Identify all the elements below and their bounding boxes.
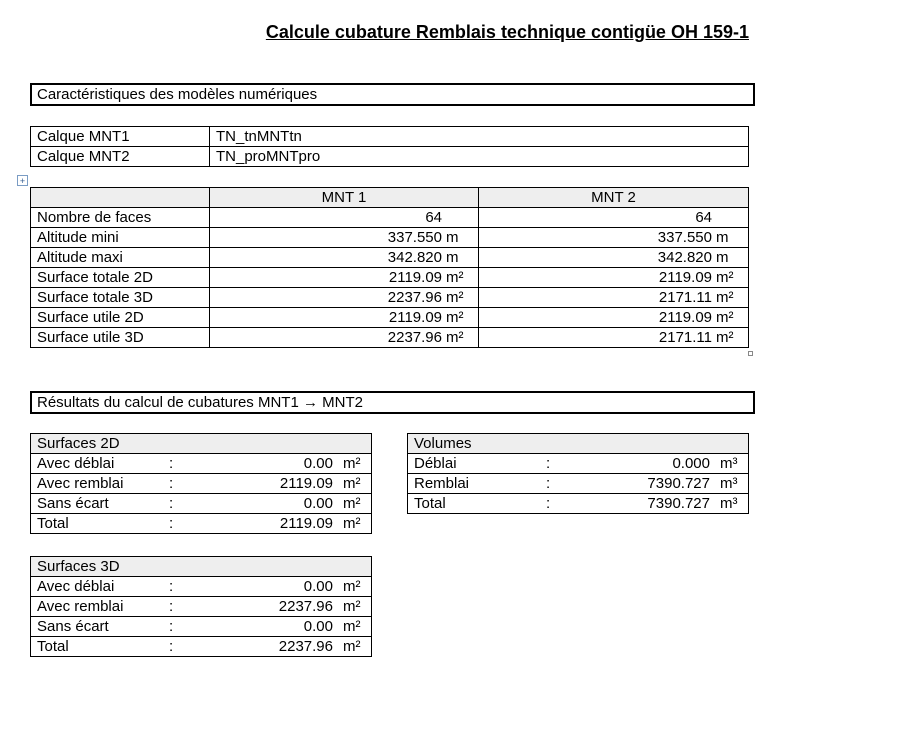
- layer-label: Calque MNT1: [31, 127, 210, 147]
- result-separator: :: [163, 637, 225, 657]
- mnt1-unit: m²: [446, 309, 464, 326]
- mnt1-value-cell: [210, 268, 479, 288]
- table-row: [408, 454, 749, 474]
- row-label: Surface utile 2D: [31, 308, 210, 328]
- mnt1-value-cell: [210, 248, 479, 268]
- result-unit: m²: [339, 454, 372, 474]
- result-value: 0.00: [225, 577, 339, 597]
- mnt1-value: 2119.09: [388, 269, 442, 286]
- result-separator: :: [163, 597, 225, 617]
- layers-table: [30, 126, 749, 167]
- table-row: [31, 617, 372, 637]
- table-row: [31, 494, 372, 514]
- row-label: Surface totale 3D: [31, 288, 210, 308]
- table-row: [31, 268, 749, 288]
- result-unit: m²: [339, 494, 372, 514]
- table-row: [31, 637, 372, 657]
- row-label: Altitude maxi: [31, 248, 210, 268]
- table-row: [31, 248, 749, 268]
- table-header-row: [31, 188, 749, 208]
- mnt2-value-cell: [479, 288, 749, 308]
- mnt1-unit: m²: [446, 269, 464, 286]
- result-unit: m²: [339, 474, 372, 494]
- result-value: 7390.727: [602, 494, 716, 514]
- result-unit: m³: [716, 494, 749, 514]
- surfaces-3d-title: Surfaces 3D: [31, 557, 372, 577]
- table-row: [31, 577, 372, 597]
- result-value: 0.00: [225, 454, 339, 474]
- mnt1-unit: m²: [446, 329, 464, 346]
- result-value: 2119.09: [225, 474, 339, 494]
- surfaces-2d-title: Surfaces 2D: [31, 434, 372, 454]
- mnt2-value: 2171.11: [658, 289, 712, 306]
- mnt2-value: 342.820: [657, 249, 712, 266]
- result-separator: :: [540, 474, 602, 494]
- row-label: Surface utile 3D: [31, 328, 210, 348]
- mnt2-value-cell: [479, 228, 749, 248]
- result-value: 2237.96: [225, 637, 339, 657]
- result-unit: m²: [339, 637, 372, 657]
- result-separator: :: [163, 454, 225, 474]
- volumes-table: [407, 433, 749, 514]
- table-row: [31, 597, 372, 617]
- mnt2-value: 2171.11: [658, 329, 712, 346]
- mnt1-unit: m: [446, 229, 459, 246]
- mnt1-value: 337.550: [387, 229, 442, 246]
- result-unit: m³: [716, 474, 749, 494]
- result-label: Sans écart: [31, 494, 164, 514]
- row-label: Surface totale 2D: [31, 268, 210, 288]
- mnt2-value-cell: [479, 308, 749, 328]
- result-value: 2119.09: [225, 514, 339, 534]
- mnt1-value-cell: [210, 228, 479, 248]
- document-title: Calcule cubature Remblais technique contigüe OH 159-1: [265, 22, 749, 42]
- mnt2-unit: m: [716, 229, 729, 246]
- table-row: [31, 228, 749, 248]
- mnt2-value-cell: [479, 268, 749, 288]
- result-unit: m²: [339, 617, 372, 637]
- mnt1-value-cell: [210, 328, 479, 348]
- mnt2-value: 64: [695, 209, 712, 226]
- table-row: [31, 147, 749, 167]
- mnt2-unit: m: [716, 249, 729, 266]
- row-label: Nombre de faces: [31, 208, 210, 228]
- table-row: [408, 494, 749, 514]
- result-unit: m²: [339, 514, 372, 534]
- header-empty: [31, 188, 210, 208]
- mnt2-value: 337.550: [657, 229, 712, 246]
- layer-value: TN_proMNTpro: [210, 147, 749, 167]
- mnt1-value: 2119.09: [388, 309, 442, 326]
- surfaces-2d-table: [30, 433, 372, 534]
- table-row: [31, 288, 749, 308]
- mnt1-value-cell: [210, 308, 479, 328]
- header-mnt2: MNT 2: [479, 188, 749, 208]
- result-value: 0.000: [602, 454, 716, 474]
- table-row: [31, 127, 749, 147]
- mnt1-value-cell: [210, 208, 479, 228]
- table-row: [31, 454, 372, 474]
- result-value: 0.00: [225, 494, 339, 514]
- table-row: [31, 308, 749, 328]
- mnt-characteristics-table: [30, 187, 749, 348]
- result-label: Avec remblai: [31, 474, 164, 494]
- result-unit: m³: [716, 454, 749, 474]
- mnt2-unit: m²: [716, 289, 734, 306]
- mnt2-value: 2119.09: [658, 269, 712, 286]
- mnt2-unit: m²: [716, 329, 734, 346]
- result-separator: :: [163, 494, 225, 514]
- result-label: Avec déblai: [31, 577, 164, 597]
- table-row: [31, 474, 372, 494]
- section-results-header: Résultats du calcul de cubatures MNT1 → MNT2: [30, 391, 755, 414]
- result-value: 2237.96: [225, 597, 339, 617]
- volumes-title: Volumes: [408, 434, 749, 454]
- mnt1-value: 64: [425, 209, 442, 226]
- mnt1-value: 2237.96: [387, 329, 442, 346]
- result-separator: :: [163, 474, 225, 494]
- result-label: Remblai: [408, 474, 541, 494]
- result-value: 7390.727: [602, 474, 716, 494]
- mnt1-unit: m²: [446, 289, 464, 306]
- result-unit: m²: [339, 577, 372, 597]
- mnt1-value: 2237.96: [387, 289, 442, 306]
- mnt1-value: 342.820: [387, 249, 442, 266]
- result-label: Total: [31, 637, 164, 657]
- mnt2-value-cell: [479, 328, 749, 348]
- table-row: [408, 474, 749, 494]
- result-separator: :: [163, 617, 225, 637]
- table-move-handle-icon[interactable]: +: [17, 175, 28, 186]
- result-separator: :: [540, 494, 602, 514]
- layer-label: Calque MNT2: [31, 147, 210, 167]
- table-row: [31, 208, 749, 228]
- layer-value: TN_tnMNTtn: [210, 127, 749, 147]
- mnt2-value: 2119.09: [658, 309, 712, 326]
- table-row: [31, 328, 749, 348]
- result-unit: m²: [339, 597, 372, 617]
- result-separator: :: [163, 514, 225, 534]
- mnt2-unit: m²: [716, 309, 734, 326]
- result-label: Total: [408, 494, 541, 514]
- result-label: Déblai: [408, 454, 541, 474]
- result-label: Total: [31, 514, 164, 534]
- table-resize-handle[interactable]: [748, 351, 753, 356]
- result-separator: :: [540, 454, 602, 474]
- row-label: Altitude mini: [31, 228, 210, 248]
- section-characteristics-header: Caractéristiques des modèles numériques: [30, 83, 755, 106]
- result-label: Avec déblai: [31, 454, 164, 474]
- result-value: 0.00: [225, 617, 339, 637]
- result-label: Sans écart: [31, 617, 164, 637]
- mnt2-value-cell: [479, 248, 749, 268]
- header-mnt1: MNT 1: [210, 188, 479, 208]
- mnt2-value-cell: [479, 208, 749, 228]
- surfaces-3d-table: [30, 556, 372, 657]
- result-separator: :: [163, 577, 225, 597]
- mnt1-value-cell: [210, 288, 479, 308]
- mnt1-unit: m: [446, 249, 459, 266]
- mnt2-unit: m²: [716, 269, 734, 286]
- table-row: [31, 514, 372, 534]
- result-label: Avec remblai: [31, 597, 164, 617]
